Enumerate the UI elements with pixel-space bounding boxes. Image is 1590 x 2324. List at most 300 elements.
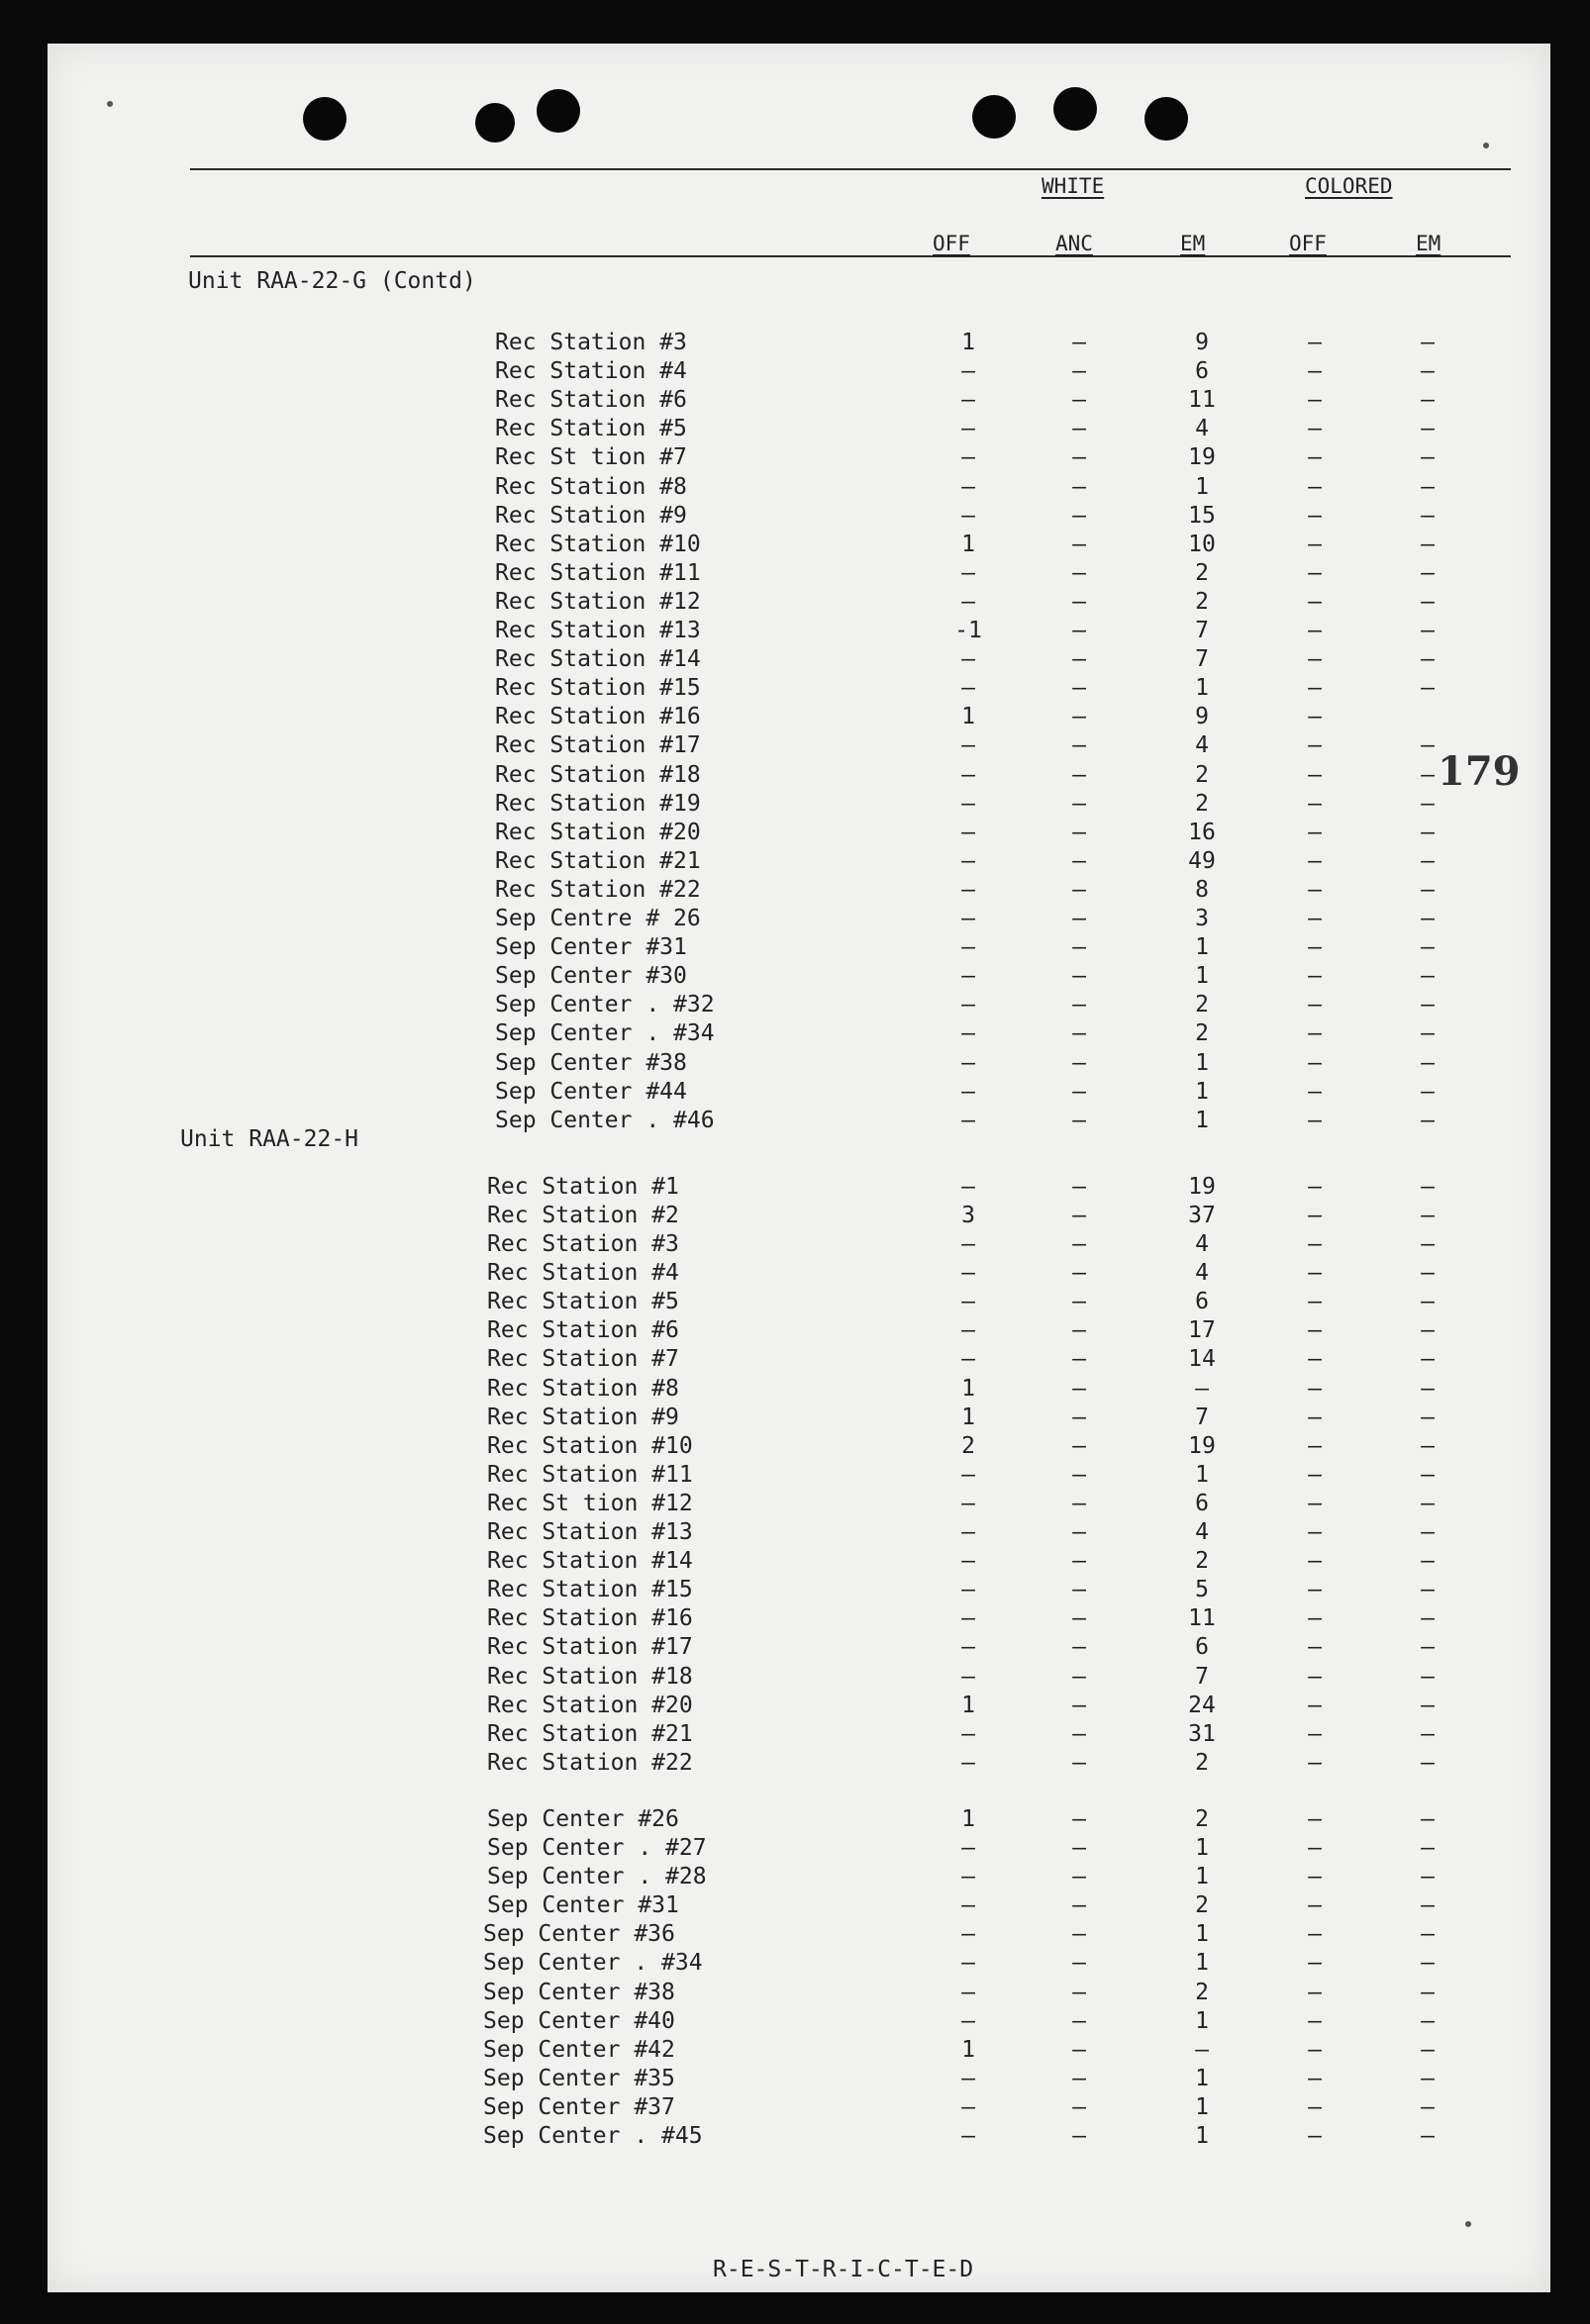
row-label: Rec Station #8 (487, 1375, 679, 1402)
cell-value: – (1308, 906, 1322, 931)
cell-value: 15 (1188, 502, 1216, 529)
section-title: Unit RAA-22-H (180, 1125, 359, 1152)
cell-value: – (1072, 1519, 1086, 1545)
row-label: Rec Station #7 (487, 1346, 679, 1373)
cell-value: – (961, 790, 975, 817)
cell-value: – (1308, 1461, 1322, 1488)
cell-value: – (1072, 1049, 1086, 1076)
cell-value: – (1308, 1231, 1322, 1257)
cell-value: -1 (954, 618, 982, 643)
row-label: Rec Station #21 (487, 1720, 693, 1747)
cell-value: 8 (1195, 876, 1209, 903)
cell-value: – (1421, 992, 1435, 1018)
cell-value: – (1308, 847, 1322, 874)
cell-value: – (1072, 1605, 1086, 1632)
cell-value: – (1308, 1490, 1322, 1516)
cell-value: – (1308, 646, 1322, 673)
cell-value: 2 (1195, 1548, 1209, 1575)
cell-value: – (1421, 1289, 1435, 1315)
cell-value: – (1421, 906, 1435, 931)
cell-value: – (961, 2007, 975, 2034)
cell-value: – (1421, 330, 1435, 355)
row-label: Rec Station #9 (495, 502, 687, 529)
cell-value: 4 (1195, 1260, 1209, 1287)
cell-value: – (961, 1260, 975, 1287)
cell-value: – (961, 387, 975, 414)
row-label: Rec Station #10 (495, 531, 701, 557)
cell-value: – (1072, 704, 1086, 730)
cell-value: – (961, 416, 975, 442)
cell-value: – (1421, 1634, 1435, 1661)
cell-value: 2 (1195, 1979, 1209, 2005)
cell-value: 1 (961, 1805, 975, 1832)
cell-value: – (1072, 618, 1086, 643)
ink-speck (1465, 2221, 1471, 2227)
cell-value: – (1072, 502, 1086, 529)
cell-value: 10 (1188, 531, 1216, 557)
cell-value: – (1421, 618, 1435, 643)
cell-value: – (961, 1634, 975, 1661)
cell-value: – (1421, 963, 1435, 990)
cell-value: – (1308, 2123, 1322, 2149)
cell-value: – (1421, 761, 1435, 788)
cell-value: 1 (961, 531, 975, 557)
cell-value: 2 (1195, 790, 1209, 817)
cell-value: – (1072, 444, 1086, 471)
row-label: Rec Station #14 (495, 646, 701, 673)
cell-value: 1 (1195, 675, 1209, 702)
cell-value: 11 (1188, 387, 1216, 414)
cell-value: – (1421, 473, 1435, 500)
row-label: Rec Station #20 (487, 1692, 693, 1718)
cell-value: – (1308, 588, 1322, 615)
cell-value: – (1421, 1375, 1435, 1402)
cell-value: 2 (1195, 1749, 1209, 1776)
cell-value: – (1072, 1692, 1086, 1718)
cell-value: – (961, 2123, 975, 2149)
cell-value: 2 (1195, 588, 1209, 615)
cell-value: – (961, 1020, 975, 1047)
cell-value: – (1308, 761, 1322, 788)
row-label: Rec Station #13 (495, 618, 701, 643)
cell-value: 17 (1188, 1317, 1216, 1344)
cell-value: – (1308, 1020, 1322, 1047)
cell-value: 1 (1195, 473, 1209, 500)
row-label: Rec Station #17 (487, 1634, 693, 1661)
cell-value: – (1421, 1020, 1435, 1047)
cell-value: – (1421, 1605, 1435, 1632)
cell-value: 7 (1195, 646, 1209, 673)
cell-value: – (961, 1289, 975, 1315)
cell-value: – (1421, 387, 1435, 414)
row-label: Rec Station #16 (495, 704, 701, 730)
cell-value: – (1072, 588, 1086, 615)
cell-value: 1 (1195, 1864, 1209, 1890)
cell-value: – (1421, 1663, 1435, 1690)
cell-value: – (1072, 992, 1086, 1018)
cell-value: – (961, 1892, 975, 1919)
cell-value: – (961, 1864, 975, 1890)
cell-value: – (1308, 1049, 1322, 1076)
row-label: Rec Station #9 (487, 1404, 679, 1430)
cell-value: 1 (961, 330, 975, 355)
cell-value: – (1072, 531, 1086, 557)
cell-value: – (1308, 1577, 1322, 1603)
cell-value: 6 (1195, 1289, 1209, 1315)
cell-value: 11 (1188, 1605, 1216, 1632)
cell-value: – (1421, 588, 1435, 615)
cell-value: – (961, 876, 975, 903)
cell-value: – (1072, 2036, 1086, 2063)
row-label: Rec Station #4 (495, 358, 687, 385)
cell-value: – (1421, 934, 1435, 961)
cell-value: – (1421, 1979, 1435, 2005)
cell-value: 1 (1195, 2123, 1209, 2149)
cell-value: – (1308, 1202, 1322, 1228)
punch-hole-icon (1053, 87, 1097, 131)
cell-value: – (1072, 790, 1086, 817)
cell-value: 2 (1195, 1020, 1209, 1047)
row-label: Rec Station #22 (487, 1749, 693, 1776)
cell-value: – (961, 1519, 975, 1545)
cell-value: – (1421, 2093, 1435, 2120)
row-label: Sep Center . #32 (495, 992, 715, 1018)
document-page (48, 44, 1550, 2292)
row-label: Rec Station #11 (487, 1461, 693, 1488)
row-label: Rec Station #18 (487, 1663, 693, 1690)
cell-value: – (1072, 1892, 1086, 1919)
header-top-rule (190, 168, 1511, 170)
cell-value: – (1421, 2007, 1435, 2034)
cell-value: – (1421, 876, 1435, 903)
cell-value: – (1308, 675, 1322, 702)
row-label: Rec Station #1 (487, 1173, 679, 1200)
row-label: Sep Center #44 (495, 1078, 687, 1105)
column-header-colored-em: EM (1416, 232, 1441, 255)
cell-value: – (1308, 704, 1322, 730)
cell-value: – (1072, 1490, 1086, 1516)
row-label: Rec Station #22 (495, 876, 701, 903)
cell-value: 1 (1195, 1950, 1209, 1977)
cell-value: 7 (1195, 1404, 1209, 1430)
row-label: Sep Center . #46 (495, 1107, 715, 1133)
cell-value: – (1421, 1490, 1435, 1516)
cell-value: – (1072, 906, 1086, 931)
row-label: Sep Center . #28 (487, 1864, 707, 1890)
cell-value: 1 (961, 1404, 975, 1430)
cell-value: – (1308, 1634, 1322, 1661)
cell-value: – (1308, 502, 1322, 529)
cell-value: – (1421, 416, 1435, 442)
cell-value: – (961, 358, 975, 385)
row-label: Sep Center #30 (495, 963, 687, 990)
cell-value: – (961, 732, 975, 759)
cell-value: – (1308, 416, 1322, 442)
cell-value: – (1421, 847, 1435, 874)
cell-value: 4 (1195, 1231, 1209, 1257)
cell-value: – (1421, 732, 1435, 759)
cell-value: – (961, 761, 975, 788)
cell-value: – (1072, 1864, 1086, 1890)
cell-value: – (1308, 1892, 1322, 1919)
cell-value: – (1308, 992, 1322, 1018)
cell-value: – (1072, 1835, 1086, 1861)
cell-value: 3 (1195, 906, 1209, 931)
cell-value: – (1072, 387, 1086, 414)
row-label: Sep Center #31 (495, 934, 687, 961)
punch-hole-icon (475, 103, 515, 143)
cell-value: 6 (1195, 1490, 1209, 1516)
cell-value: – (1421, 646, 1435, 673)
header-group-white: WHITE (1042, 174, 1105, 198)
cell-value: – (961, 1548, 975, 1575)
cell-value: – (1195, 2036, 1209, 2063)
cell-value: – (1308, 1663, 1322, 1690)
cell-value: 4 (1195, 1519, 1209, 1545)
cell-value: – (1421, 1519, 1435, 1545)
cell-value: – (961, 934, 975, 961)
cell-value: – (1072, 416, 1086, 442)
cell-value: 1 (1195, 2007, 1209, 2034)
cell-value: 2 (1195, 559, 1209, 586)
cell-value: 6 (1195, 358, 1209, 385)
cell-value: – (1072, 646, 1086, 673)
cell-value: – (1308, 473, 1322, 500)
cell-value: – (1072, 1078, 1086, 1105)
page-number: 179 (1438, 748, 1521, 795)
cell-value: – (1308, 618, 1322, 643)
cell-value: 37 (1188, 1202, 1216, 1228)
cell-value: – (1072, 1461, 1086, 1488)
cell-value: – (1308, 1173, 1322, 1200)
cell-value: – (1421, 1202, 1435, 1228)
cell-value: – (1421, 502, 1435, 529)
cell-value: 7 (1195, 618, 1209, 643)
cell-value: – (961, 444, 975, 471)
cell-value: – (961, 2065, 975, 2091)
cell-value: – (1072, 675, 1086, 702)
cell-value: – (1421, 1692, 1435, 1718)
cell-value: – (1308, 963, 1322, 990)
cell-value: 9 (1195, 330, 1209, 355)
cell-value: 3 (961, 1202, 975, 1228)
cell-value: – (1308, 531, 1322, 557)
cell-value: – (1308, 732, 1322, 759)
cell-value: – (1308, 1605, 1322, 1632)
cell-value: – (1072, 1202, 1086, 1228)
cell-value: – (1421, 358, 1435, 385)
cell-value: – (961, 992, 975, 1018)
cell-value: – (1072, 1663, 1086, 1690)
cell-value: 16 (1188, 819, 1216, 845)
cell-value: – (1308, 1979, 1322, 2005)
cell-value: – (961, 559, 975, 586)
cell-value: – (1421, 531, 1435, 557)
cell-value: – (961, 819, 975, 845)
cell-value: – (1072, 1317, 1086, 1344)
header-group-colored: COLORED (1305, 174, 1393, 198)
cell-value: – (1308, 790, 1322, 817)
row-label: Sep Center #36 (483, 1921, 675, 1948)
punch-hole-icon (303, 97, 347, 141)
ink-speck (1483, 143, 1489, 148)
column-header-colored-off: OFF (1289, 232, 1327, 255)
cell-value: 4 (1195, 416, 1209, 442)
cell-value: – (1421, 1749, 1435, 1776)
cell-value: – (1308, 819, 1322, 845)
cell-value: – (1421, 1231, 1435, 1257)
cell-value: – (961, 1107, 975, 1133)
row-label: Rec Station #6 (495, 387, 687, 414)
column-header-white-anc: ANC (1055, 232, 1093, 255)
cell-value: 1 (961, 1692, 975, 1718)
cell-value: – (1072, 559, 1086, 586)
cell-value: 9 (1195, 704, 1209, 730)
row-label: Rec Station #20 (495, 819, 701, 845)
cell-value: 24 (1188, 1692, 1216, 1718)
cell-value: – (961, 1346, 975, 1373)
cell-value: – (1308, 934, 1322, 961)
cell-value: – (1072, 473, 1086, 500)
cell-value: 19 (1188, 1173, 1216, 1200)
cell-value: – (1421, 1805, 1435, 1832)
cell-value: – (1072, 1548, 1086, 1575)
cell-value: – (1072, 1289, 1086, 1315)
cell-value: – (1308, 1805, 1322, 1832)
cell-value: – (1308, 1317, 1322, 1344)
cell-value: – (1308, 1950, 1322, 1977)
row-label: Rec Station #16 (487, 1605, 693, 1632)
cell-value: – (1072, 963, 1086, 990)
cell-value: – (1072, 1979, 1086, 2005)
cell-value: – (1421, 1835, 1435, 1861)
row-label: Rec Station #5 (487, 1289, 679, 1315)
cell-value: – (1072, 819, 1086, 845)
cell-value: – (1072, 876, 1086, 903)
cell-value: 1 (1195, 1835, 1209, 1861)
cell-value: – (961, 1173, 975, 1200)
cell-value: – (1072, 1577, 1086, 1603)
cell-value: – (1421, 2065, 1435, 2091)
row-label: Rec Station #15 (495, 675, 701, 702)
cell-value: – (1308, 2093, 1322, 2120)
cell-value: – (1072, 2093, 1086, 2120)
cell-value: – (1308, 1404, 1322, 1430)
cell-value: – (1072, 330, 1086, 355)
cell-value: – (1072, 934, 1086, 961)
footer-classification: R-E-S-T-R-I-C-T-E-D (713, 2257, 974, 2282)
cell-value: – (1308, 1432, 1322, 1459)
row-label: Rec Station #12 (495, 588, 701, 615)
cell-value: – (1072, 847, 1086, 874)
cell-value: – (1308, 2065, 1322, 2091)
cell-value: 1 (1195, 963, 1209, 990)
cell-value: – (961, 1835, 975, 1861)
row-label: Rec Station #17 (495, 732, 701, 759)
cell-value: – (961, 1979, 975, 2005)
cell-value: – (1421, 819, 1435, 845)
row-label: Sep Center #42 (483, 2036, 675, 2063)
cell-value: – (1421, 2123, 1435, 2149)
cell-value: 1 (1195, 1078, 1209, 1105)
row-label: Rec Station #18 (495, 761, 701, 788)
cell-value: – (1421, 1864, 1435, 1890)
cell-value: – (1072, 1921, 1086, 1948)
row-label: Rec Station #11 (495, 559, 701, 586)
cell-value: – (1308, 1749, 1322, 1776)
cell-value: – (961, 1605, 975, 1632)
cell-value: – (1195, 1375, 1209, 1402)
cell-value: 2 (961, 1432, 975, 1459)
cell-value: – (1421, 2036, 1435, 2063)
cell-value: 6 (1195, 1634, 1209, 1661)
cell-value: – (1421, 1078, 1435, 1105)
cell-value: – (961, 1231, 975, 1257)
cell-value: – (1308, 387, 1322, 414)
row-label: Rec Station #15 (487, 1577, 693, 1603)
cell-value: 1 (1195, 2065, 1209, 2091)
cell-value: 31 (1188, 1720, 1216, 1747)
row-label: Rec Station #14 (487, 1548, 693, 1575)
row-label: Rec Station #10 (487, 1432, 693, 1459)
cell-value: – (1308, 1078, 1322, 1105)
cell-value: – (1421, 1173, 1435, 1200)
cell-value: 1 (961, 2036, 975, 2063)
cell-value: – (1308, 1519, 1322, 1545)
header-bottom-rule (190, 255, 1511, 257)
row-label: Sep Center . #27 (487, 1835, 707, 1861)
row-label: Rec Station #2 (487, 1202, 679, 1228)
row-label: Sep Center #38 (495, 1049, 687, 1076)
cell-value: – (1072, 1173, 1086, 1200)
cell-value: – (961, 1078, 975, 1105)
cell-value: 2 (1195, 992, 1209, 1018)
cell-value: – (1072, 761, 1086, 788)
cell-value: – (1308, 2007, 1322, 2034)
cell-value: 2 (1195, 1892, 1209, 1919)
ink-speck (107, 101, 113, 107)
cell-value: – (1421, 1461, 1435, 1488)
cell-value: – (1308, 876, 1322, 903)
cell-value: 1 (961, 1375, 975, 1402)
cell-value: 19 (1188, 444, 1216, 471)
cell-value: – (1072, 1020, 1086, 1047)
row-label: Rec Station #5 (495, 416, 687, 442)
cell-value: 1 (1195, 2093, 1209, 2120)
cell-value: – (1308, 330, 1322, 355)
cell-value: – (1308, 444, 1322, 471)
cell-value: – (1072, 1749, 1086, 1776)
cell-value: – (961, 473, 975, 500)
cell-value: – (1308, 1346, 1322, 1373)
cell-value: – (1421, 1720, 1435, 1747)
row-label: Sep Center . #34 (483, 1950, 703, 1977)
cell-value: 1 (1195, 1107, 1209, 1133)
cell-value: – (1072, 1375, 1086, 1402)
cell-value: – (1421, 1107, 1435, 1133)
row-label: Sep Center #37 (483, 2093, 675, 2120)
cell-value: – (1308, 1375, 1322, 1402)
cell-value: – (961, 1950, 975, 1977)
cell-value: – (961, 1490, 975, 1516)
cell-value: – (1308, 1289, 1322, 1315)
cell-value: – (1421, 559, 1435, 586)
cell-value: – (1308, 1692, 1322, 1718)
punch-hole-icon (972, 95, 1016, 139)
cell-value: – (1072, 1720, 1086, 1747)
column-header-white-em: EM (1180, 232, 1206, 255)
cell-value: – (1072, 1950, 1086, 1977)
